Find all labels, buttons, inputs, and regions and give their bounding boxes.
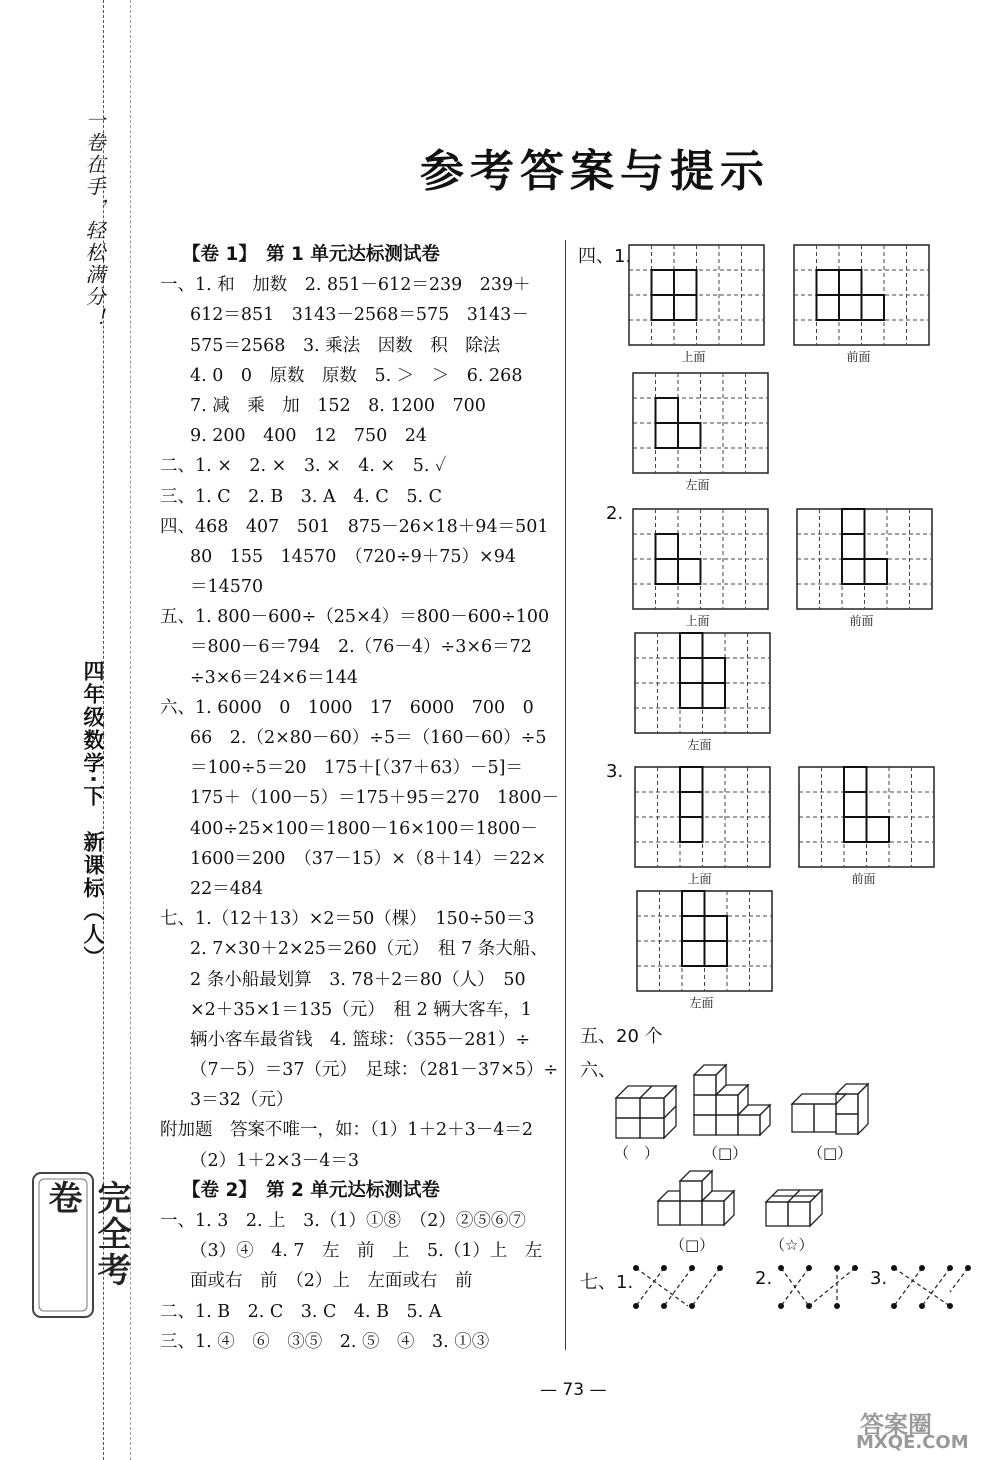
view-caption: 左面: [689, 996, 714, 1010]
answer-line: 三、1. C 2. B 3. A 4. C 5. C: [160, 486, 442, 507]
answer-line: ＝800－6＝794 2.（76－4）÷3×6＝72: [190, 637, 532, 658]
cube-figure-b: [690, 1055, 780, 1144]
view-grid: [793, 244, 930, 350]
q6-answer-c: （□）: [808, 1144, 853, 1162]
brand-logo: [30, 1170, 131, 1320]
answer-line: 22＝484: [190, 878, 264, 899]
answer-line: 80 155 14570 （720÷9＋75）×94: [190, 546, 516, 567]
cube-figure-c: [788, 1072, 878, 1141]
answer-line: 四、468 407 501 875－26×18＋94＝501: [160, 516, 549, 537]
answer-line: 面或右 前 （2）上 左面或右 前: [190, 1271, 473, 1292]
grid-svg: [632, 508, 769, 610]
grid-svg: [798, 766, 935, 868]
answer-line: 五、1. 800－600÷（25×4）＝800－600÷100: [160, 607, 550, 628]
answer-line: 2. 7×30＋2×25＝260（元） 租 7 条大船、: [190, 939, 548, 960]
grid-svg: [636, 890, 773, 992]
answer-line: 9. 200 400 12 750 24: [190, 426, 428, 447]
q6-answer-e: （☆）: [770, 1236, 814, 1254]
answer-line: 575＝2568 3. 乘法 因数 积 除法: [190, 335, 501, 356]
cube-figure-e: [762, 1182, 842, 1236]
cube-figure-a: [610, 1080, 690, 1144]
answer-line: 2 条小船最划算 3. 78＋2＝80（人） 50: [190, 969, 526, 990]
answer-line: 3＝32（元）: [190, 1090, 294, 1111]
page-number: — 73 —: [540, 1380, 607, 1400]
grid-svg: [634, 632, 771, 734]
grid-svg: [793, 244, 930, 346]
answer-line: 附加题 答案不唯一，如：（1）1＋2＋3－4＝2: [160, 1120, 534, 1141]
q6-label: 六、: [580, 1060, 616, 1081]
q4-3-label: 3.: [606, 761, 624, 782]
q7-3-label: 3.: [870, 1268, 888, 1289]
grid-svg: [634, 766, 771, 868]
view-grid: [632, 508, 769, 614]
view-caption: 上面: [681, 350, 706, 364]
view-grid: [798, 766, 935, 872]
view-caption: 左面: [687, 738, 712, 752]
answer-line: 66 2.（2×80－60）÷5＝（160－60）÷5: [190, 728, 547, 748]
view-grid: [634, 766, 771, 872]
answer-line: 辆小客车最省钱 4. 篮球：（355－281）÷: [190, 1029, 530, 1050]
answer-line: （2）1＋2×3－4＝3: [190, 1150, 359, 1171]
q5-answer: 五、20 个: [580, 1026, 663, 1047]
answer-line: 二、1. × 2. × 3. × 4. × 5. ✓: [160, 456, 447, 477]
watermark-site: MXQE.COM: [856, 1432, 969, 1453]
view-caption: 左面: [685, 478, 710, 492]
watermark-logo: 答案圈: [860, 1411, 932, 1439]
answer-line: 7. 减 乘 加 152 8. 1200 700: [190, 395, 486, 416]
answer-line: ÷3×6＝24×6＝144: [190, 667, 359, 688]
q6-answer-a: （ ）: [614, 1144, 660, 1162]
answer-column-left: [160, 240, 560, 1357]
q6-answer-d: （□）: [670, 1236, 715, 1254]
section-heading: 【卷 2】 第 2 单元达标测试卷: [182, 1179, 440, 1201]
matching-diagram-3: [888, 1262, 978, 1316]
view-caption: 前面: [851, 872, 876, 886]
column-divider: [565, 240, 566, 1350]
grid-svg: [632, 372, 769, 474]
brand-text: 完全考卷: [42, 1180, 131, 1288]
answer-line: 175＋（100－5）＝175＋95＝270 1800－: [190, 788, 560, 809]
answer-line: 七、1.（12＋13）×2＝50（棵） 150÷50＝3: [160, 909, 535, 930]
q6-answer-b: （□）: [703, 1144, 748, 1162]
view-grid: [632, 372, 769, 478]
matching-diagram-2: [775, 1262, 865, 1316]
grid-svg: [628, 244, 765, 346]
view-grid: [634, 632, 771, 738]
answer-line: 1600＝200 （37－15）×（8＋14）＝22×: [190, 848, 547, 869]
answer-line: 612＝851 3143－2568＝575 3143－: [190, 305, 529, 326]
q4-label: 四、1.: [578, 246, 632, 267]
matching-diagram-1: [630, 1262, 740, 1316]
cube-figure-d: [654, 1165, 749, 1234]
q4-2-label: 2.: [606, 503, 624, 524]
series-title: 四年级数学·下 新课标（人）: [81, 660, 105, 969]
view-caption: 前面: [849, 614, 874, 628]
answer-line: ＝100÷5＝20 175＋[（37＋63）－5]＝: [190, 758, 523, 779]
answer-line: （7－5）＝37（元） 足球：（281－37×5）÷: [190, 1060, 559, 1081]
answer-line: 一、1. 3 2. 上 3.（1）①⑧ （2）②⑤⑥⑦: [160, 1211, 526, 1231]
answer-line: 三、1. ④ ⑥ ③⑤ 2. ⑤ ④ 3. ①③: [160, 1331, 490, 1352]
answer-line: 400÷25×100＝1800－16×100＝1800－: [190, 818, 538, 839]
view-grid: [796, 508, 933, 614]
view-grid: [636, 890, 773, 996]
answer-line: 六、1. 6000 0 1000 17 6000 700 0: [160, 697, 534, 718]
answer-line: （3）④ 4. 7 左 前 上 5.（1）上 左: [190, 1241, 543, 1262]
section-heading: 【卷 1】 第 1 单元达标测试卷: [182, 244, 440, 265]
slogan: 一卷在手，轻松满分！: [82, 110, 106, 330]
answer-line: ＝14570: [190, 577, 264, 598]
answer-line: 4. 0 0 原数 原数 5. ＞ ＞ 6. 268: [190, 365, 523, 386]
q7-label: 七、1.: [580, 1272, 634, 1293]
view-caption: 上面: [687, 872, 712, 886]
binding-strip: [0, 0, 140, 1460]
answer-line: 一、1. 和 加数 2. 851－612＝239 239＋: [160, 275, 531, 296]
view-caption: 上面: [685, 614, 710, 628]
answer-line: ×2＋35×1＝135（元） 租 2 辆大客车，1: [190, 999, 532, 1020]
answer-line: 二、1. B 2. C 3. C 4. B 5. A: [160, 1301, 442, 1322]
q7-2-label: 2.: [755, 1268, 773, 1289]
grid-svg: [796, 508, 933, 610]
view-caption: 前面: [846, 350, 871, 364]
page-title: 参考答案与提示: [420, 146, 770, 197]
view-grid: [628, 244, 765, 350]
